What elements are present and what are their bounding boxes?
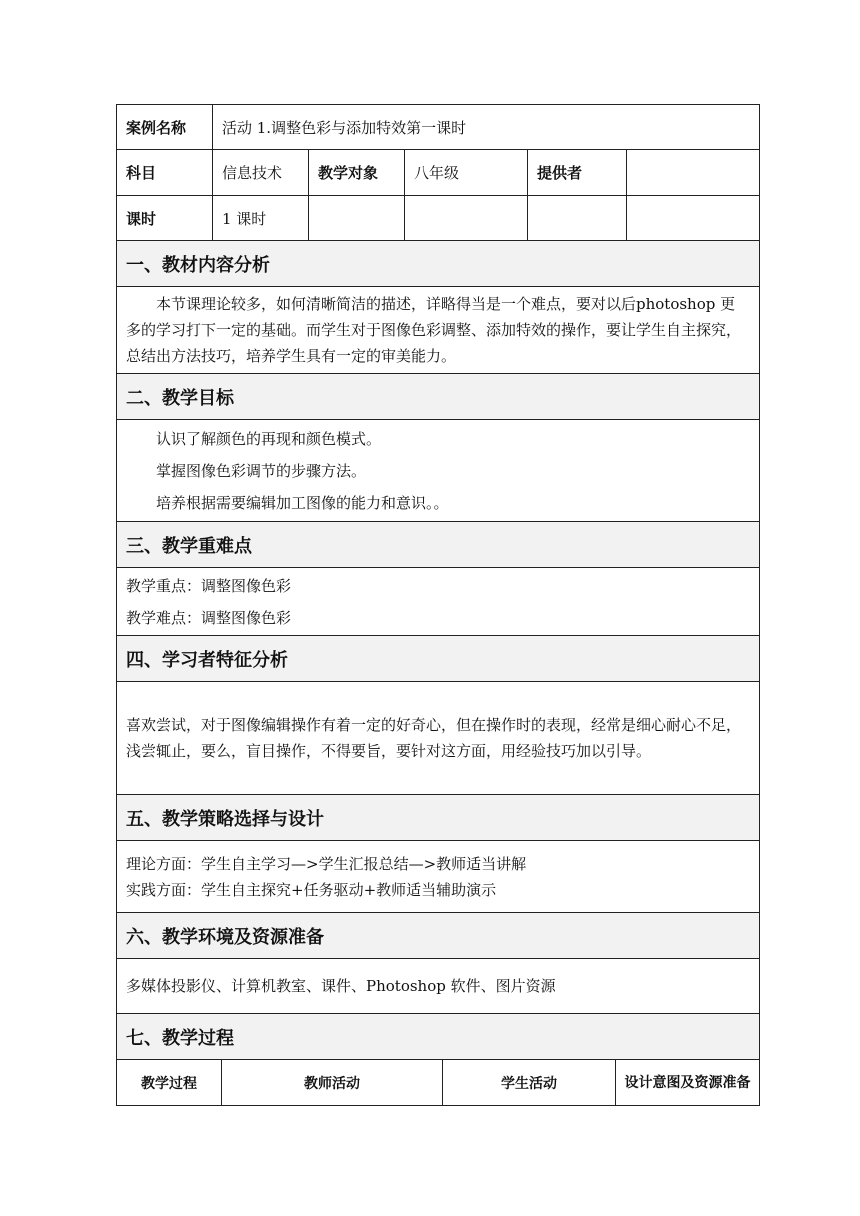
audience-value: 八年级 [405,150,528,196]
section-body-content-analysis [117,287,760,374]
learner-analysis-text: 喜欢尝试，对于图像编辑操作有着一定的好奇心，但在操作时的表现，经常是细心耐心不足，浅尝辄止，要么，盲目操作，不得要旨，要针对这方面，用经验技巧加以引导。 [126,716,742,760]
case-label: 案例名称 [117,105,213,150]
subject-row [117,150,760,196]
section-title-environment: 六、教学环境及资源准备 [117,913,760,959]
section-body-environment [117,959,760,1014]
empty-cell [309,196,405,241]
objective-line: 掌握图像色彩调节的步骤方法。 [156,461,367,480]
section-body-objectives [117,420,760,522]
section-title-content-analysis: 一、教材内容分析 [117,241,760,287]
provider-value [627,150,760,196]
section-title-objectives: 二、教学目标 [117,374,760,420]
objective-line: 培养根据需要编辑加工图像的能力和意识。。 [156,493,449,512]
lesson-plan-page [116,104,759,1106]
section-body-key-points [117,568,760,636]
section-title-learner-analysis: 四、学习者特征分析 [117,636,760,682]
content-analysis-text: 本节课理论较多，如何清晰简洁的描述，详略得当是一个难点，要对以后photoshop 更多的学习打下一定的基础。而学生对于图像色彩调整、添加特效的操作，要让学生自主探究，总结出方法技巧，培养学生具有一定的审美能力。 [126,295,742,365]
period-value: 1 课时 [213,196,309,241]
process-header-table [116,1059,760,1106]
environment-text: 多媒体投影仪、计算机教室、课件、Photoshop 软件、图片资源 [126,977,556,995]
case-row [117,105,760,150]
process-header-row [117,1060,760,1106]
period-label: 课时 [117,196,213,241]
section-title-process: 七、教学过程 [117,1014,760,1060]
strategy-line: 理论方面：学生自主学习—>学生汇报总结—>教师适当讲解 [126,854,527,873]
section-body-strategy [117,841,760,913]
key-point-line: 教学重点：调整图像色彩 [126,576,292,595]
empty-cell [528,196,627,241]
subject-value: 信息技术 [213,150,309,196]
process-header-cell: 学生活动 [443,1060,616,1106]
key-point-line: 教学难点：调整图像色彩 [126,608,292,627]
lesson-plan-table [116,104,760,1060]
objective-line: 认识了解颜色的再现和颜色模式。 [156,429,382,448]
empty-cell [627,196,760,241]
audience-label: 教学对象 [309,150,405,196]
section-body-learner-analysis [117,682,760,795]
process-header-cell: 教学过程 [117,1060,222,1106]
empty-cell [405,196,528,241]
process-header-cell: 设计意图及资源准备 [616,1060,760,1106]
section-title-key-points: 三、教学重难点 [117,522,760,568]
provider-label: 提供者 [528,150,627,196]
period-row [117,196,760,241]
strategy-line: 实践方面：学生自主探究+任务驱动+教师适当辅助演示 [126,880,497,899]
process-header-cell: 教师活动 [222,1060,443,1106]
subject-label: 科目 [117,150,213,196]
section-title-strategy: 五、教学策略选择与设计 [117,795,760,841]
case-value: 活动 1.调整色彩与添加特效第一课时 [213,105,760,150]
